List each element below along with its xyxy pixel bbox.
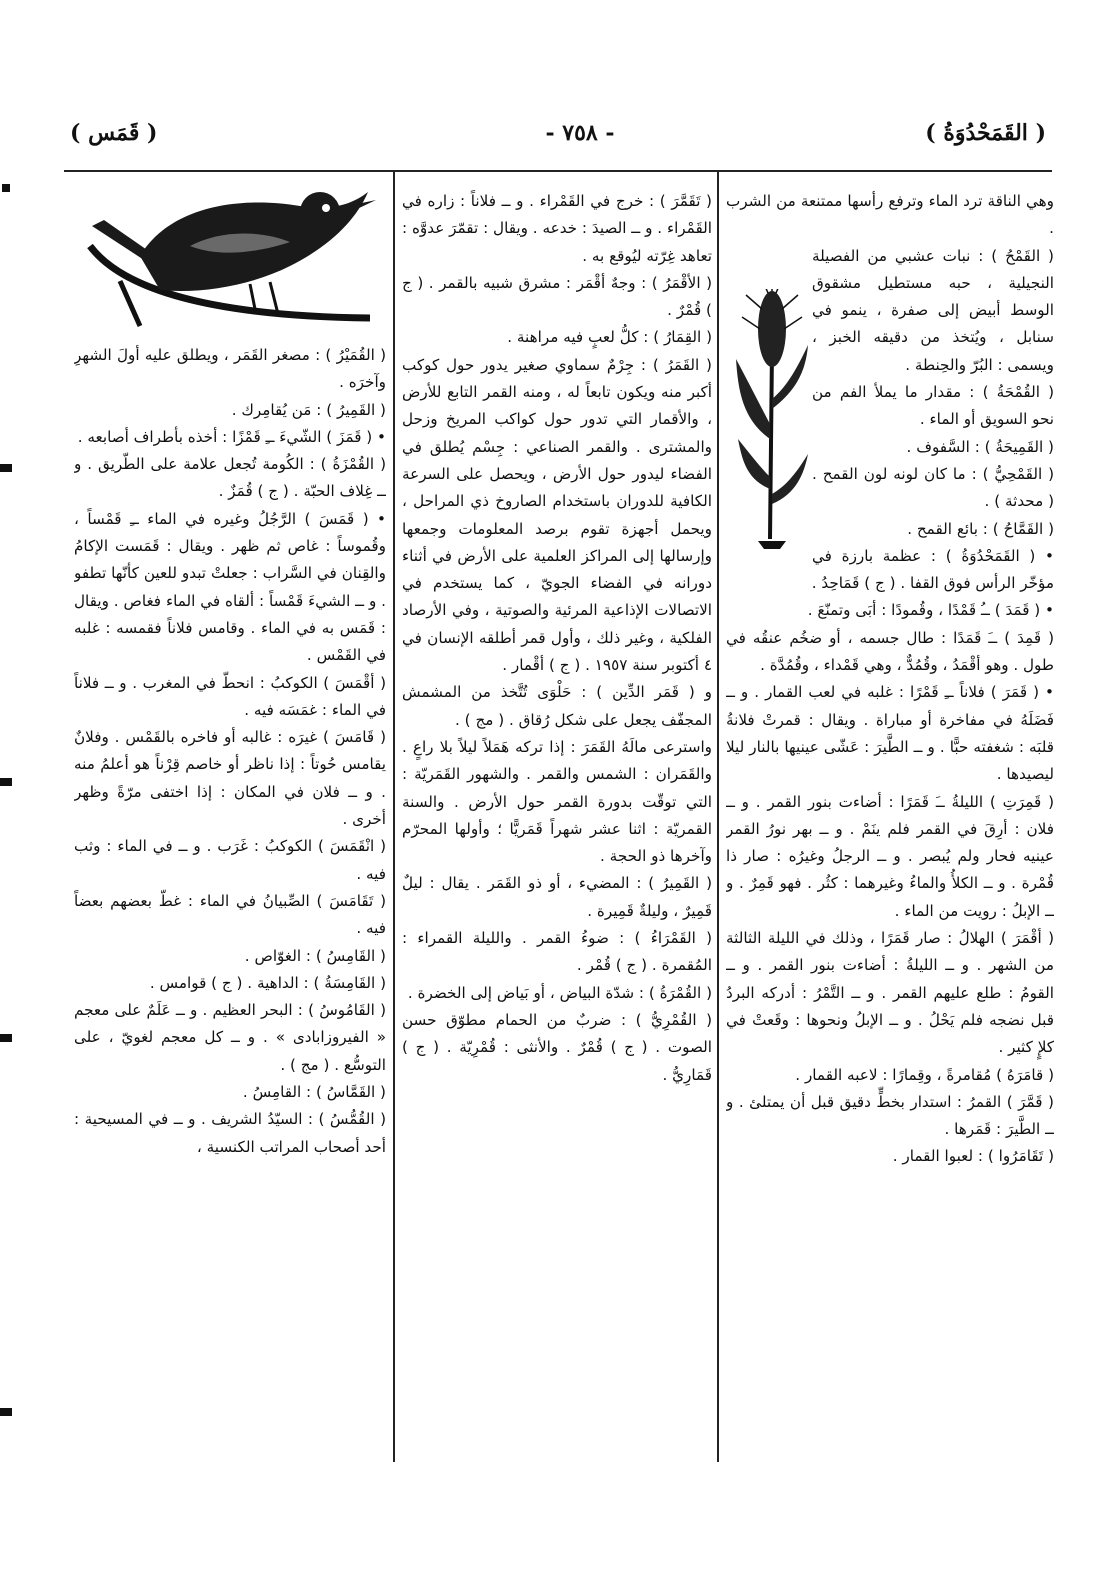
entry-text: ( القُمُّسُ ) : السيّدُ الشريف . و ــ في المسيحية : أحد أصحاب المراتب الكنسية ، bbox=[74, 1110, 386, 1156]
entry-text: ( القَمِيرُ ) : مَن يُقامِرك . bbox=[231, 400, 386, 419]
scan-mark bbox=[2, 184, 10, 192]
entry-text: ( القَمْحِيُّ ) : ما كان لونه لون القمح . ( محدثة ) . bbox=[812, 464, 1054, 511]
entry-text: ( قَمِرَتِ ) الليلةُ ــَ قَمَرًا : أضاءت بنور القمر . و ــ فلان : أرِقَ في القمر فلم ينَمْ . و ــ بهر نورُ القمر عينيه فحار ولم يُبصر . و ــ الرجلُ وغيرُه : صار ذا قُمْرة . و ــ الكلأُ والماءُ وغيرهما : كثُر . فهو قَمِرٌ . و ــ الإبلُ : رويت من الماء . bbox=[726, 792, 1054, 920]
scan-mark bbox=[0, 1034, 12, 1042]
entry-text: ( القَمِيحَةُ ) : السَّفوف . bbox=[906, 437, 1054, 456]
entry-text: وهي الناقة ترد الماء وترفع رأسها ممتنعة من الشرب . bbox=[726, 192, 1054, 238]
page-number: - ٧٥٨ - bbox=[545, 120, 615, 146]
entry-text: ( القَمِيرُ ) : المضيء ، أو ذو القَمَر . يقال : ليلٌ قَمِيرٌ ، وليلةٌ قَمِيرة . bbox=[402, 874, 712, 920]
entry-text: ( القَمَرُ ) : جِرْمٌ سماوي صغير يدور حول كوكب أكبر منه ويكون تابعاً له ، ومنه القمر التابع للأرض ، والأقمار التي تدور حول كواكب المريخ وزحل والمشترى . والقمر الصناعي : جِسْم يُطلق في الفضاء ليدور حول الأرض ، ويحصل على السرعة الكافية للدوران باستخدام الصاروخ ذي المراحل ، ويحمل أجهزة تقوم برصد المعلومات وجمعها وإرسالها إلى المراكز العلمية على الأرض في أثناء دورانه في الفضاء الجويّ ، كما يستخدم في الاتصالات الإذاعية المرئية والصوتية ، وفي الأرصاد الفلكية ، وغير ذلك ، وأول قمر أطلقه الإنسان في ٤ أكتوبر سنة ١٩٥٧ . ( ج ) أقْمار . bbox=[402, 355, 712, 675]
entry-text: ( القُمْرَةُ ) : شدّة البياض ، أو بَياض إلى الخضرة . bbox=[407, 983, 712, 1002]
entry-text: ( قامَرَهُ ) مُقامرةً ، وقِمارًا : لاعبه القمار . bbox=[795, 1065, 1054, 1084]
entry-text: ( القُمْحَةُ ) : مقدار ما يملأ الفم من نحو السويق أو الماء . bbox=[812, 383, 1054, 429]
entry-text: ( القَامُوسُ ) : البحر العظيم . و ــ عَلَمٌ على معجم « الفيروزابادى » . و ــ كل معجم لغويّ ، على التوسُّع . ( مج ) . bbox=[74, 1001, 386, 1074]
wheat-illustration-icon bbox=[732, 289, 812, 551]
scan-mark bbox=[0, 778, 12, 786]
scan-mark bbox=[0, 1408, 12, 1416]
entry-text: ( أقْمَرَ ) الهلالُ : صار قَمَرًا ، وذلك في الليلة الثالثة من الشهر . و ــ الليلةُ : أضاءت بنور القمر . و ــ القومُ : طلع عليهم القمر . و ــ التَّمْرُ : أدركه البردُ قبل نضجه فلم يَحْلُ . و ــ الإبلُ ونحوها : وقَعتْ في كلإٍ كثير . bbox=[726, 929, 1054, 1057]
entry-text: واسترعى مالَهُ القَمَرَ : إذا تركه هَمَلاً ليلاً بلا راعٍ . والقَمَران : الشمس والقمر . والشهور القَمَريّة : التي توقّت بدورة القمر حول الأرض . والسنة القمريّة : اثنا عشر شهراً قَمَريًّا ؛ وأولها المحرّم وآخرها ذو الحجة . bbox=[402, 737, 712, 866]
entry-text: ( القُمَيْرُ ) : مصغر القَمَر ، ويطلق عليه أولَ الشهرِ وآخرَه . bbox=[74, 346, 386, 392]
entry-text: ( تَقَمَّرَ ) : خرج في القَمْراء . و ــ فلاناً : زاره في القَمْراء . و ــ الصيدَ : خدعه . ويقال : تقمّرَ عدوَّه : تعاهد غِرّته ليُوقع به . bbox=[402, 192, 712, 265]
entry-text: ( أقْمَسَ ) الكوكبُ : انحطّ في المغرب . و ــ فلاناً في الماء : غمَسَه فيه . bbox=[74, 673, 386, 719]
entry-text: ( القَمْرَاءُ ) : ضوءُ القمر . والليلة القمراء : المُقمرة . ( ج ) قُمْر . bbox=[402, 929, 712, 975]
entry-text: ( القُمْزَةُ ) : الكُومة تُجعل علامة على الطّريق . و ــ غِلاف الحبّة . ( ج ) قُمَزٌ . bbox=[74, 455, 386, 501]
page-header bbox=[70, 120, 1046, 160]
entry-text: ( قَمَّرَ ) القمرُ : استدار بخطٍّ دقيق قبل أن يمتلئ . و ــ الطَّيرَ : قَمَرها . bbox=[726, 1092, 1054, 1139]
column-divider-right bbox=[717, 172, 719, 1462]
entry-text: ( القُمْرِيُّ ) : ضربٌ من الحمام مطوّق حسن الصوت . ( ج ) قُمْرٌ . والأنثى : قُمْرِيّة . ( ج ) قَمَارِيُّ . bbox=[402, 1010, 712, 1084]
entry-text: ( القَامِسَةُ ) : الداهية . ( ج ) قوامس . bbox=[149, 973, 386, 992]
scan-mark bbox=[0, 464, 12, 472]
entry-text: ( قَامَسَ ) غيرَه : غالبه أو فاخره بالقَمْس . وفلانٌ يقامس حُوتاً : إذا ناظر أو خاصم قِرْناً هو أعلمُ منه . و ــ فلان في المكان : إذا اختفى مرّةً وظهر أخرى . bbox=[74, 728, 386, 829]
entry-text: ( الأقْمَرُ ) : وجهٌ أقْمَر : مشرق شبيه بالقمر . ( ج ) قُمْرٌ . bbox=[402, 273, 712, 320]
entry-text: ( القِمَارُ ) : كلُّ لعبٍ فيه مراهنة . bbox=[507, 328, 712, 347]
lark-bird-illustration-icon bbox=[80, 188, 380, 336]
entry-text: و ( قَمَر الدِّين ) : حَلْوَى تُتَّخذ من المشمش المجفّف يجعل على شكل رُقاق . ( مج ) . bbox=[402, 683, 712, 729]
entry-text: • ( قَمَزَ ) الشّيءَ ــِ قَمْزًا : أخذه بأطراف أصابعه . bbox=[77, 427, 386, 446]
entry-text: ( قَمِدَ ) ــَ قَمَدًا : طال جسمه ، أو ضخُم عنقُه في طول . وهو أقْمَدُ ، وقُمُدٌّ ، وهي قَمْداء ، وقُمُدَّة . bbox=[726, 628, 1054, 675]
header-start-entry: ( القَمَحْدُوَةُ ) bbox=[925, 120, 1046, 146]
column-left bbox=[74, 188, 386, 1448]
entry-text: ( انْقَمَسَ ) الكوكبُ : غَرَب . و ــ في الماء : وثب فيه . bbox=[74, 837, 386, 883]
entry-text: ( تَقَامَسَ ) الصِّبيانُ في الماء : غطّ بعضهم بعضاً فيه . bbox=[74, 891, 386, 938]
entry-text: • ( قَمَرَ ) فلاناً ــِ قَمْرًا : غلبه في لعب القمار . و ــ فَضَلَهُ في مفاخرة أو مباراة . ويقال : قمرتْ فلانةُ قلبَه : شغفته حبًّا . و ــ الطَّيرَ : عَشّى عينيها بالنار ليلا ليصيدها . bbox=[726, 683, 1054, 784]
entry-text: ( القَامِسُ ) : الغوّاص . bbox=[244, 946, 386, 965]
entry-text: ( القَمَّاحُ ) : بائع القمح . bbox=[907, 519, 1054, 538]
column-middle bbox=[402, 188, 712, 1448]
header-rule bbox=[64, 170, 1052, 172]
entry-text: • ( قَمَدَ ) ــُ قَمْدًا ، وقُمودًا : أبَى وتمنّعَ . bbox=[807, 601, 1054, 620]
entry-text: ( تَقَامَرُوا ) : لعبوا القمار . bbox=[892, 1147, 1054, 1166]
entry-text: • ( قَمَسَ ) الرَّجُلُ وغيره في الماء ــِ قَمْساً ، وقُموساً : غاص ثم ظهر . ويقال : قَمَست الإكامُ والقِنان في السَّراب : جعلتْ تبدو للعين كأنّها تطفو . و ــ الشيءَ قَمْساً : ألقاه في الماء فغاص . ويقال : قَمَس به في الماء . وقامس فلاناً فقمسه : غلبه في القَمْس . bbox=[74, 509, 386, 665]
entry-text: ( القَمَّاسُ ) : القامِسُ . bbox=[242, 1083, 386, 1102]
column-divider-left bbox=[393, 172, 395, 1462]
entry-text: ( القَمْحُ ) : نبات عشبي من الفصيلة النجيلية ، حبه مستطيل مشقوق الوسط أبيض إلى صفرة ، ينمو في سنابل ، ويُتخذ من دقيقه الخبز ، ويسمى : البُرّ والحِنطة . bbox=[812, 246, 1054, 374]
header-end-entry: ( قَمَس ) bbox=[70, 120, 158, 146]
column-right bbox=[726, 188, 1054, 1448]
entry-text: • ( القَمَحْدُوَةُ ) : عظمة بارزة في مؤخّر الرأس فوق القفا . ( ج ) قَمَاحِدُ . bbox=[811, 546, 1054, 593]
